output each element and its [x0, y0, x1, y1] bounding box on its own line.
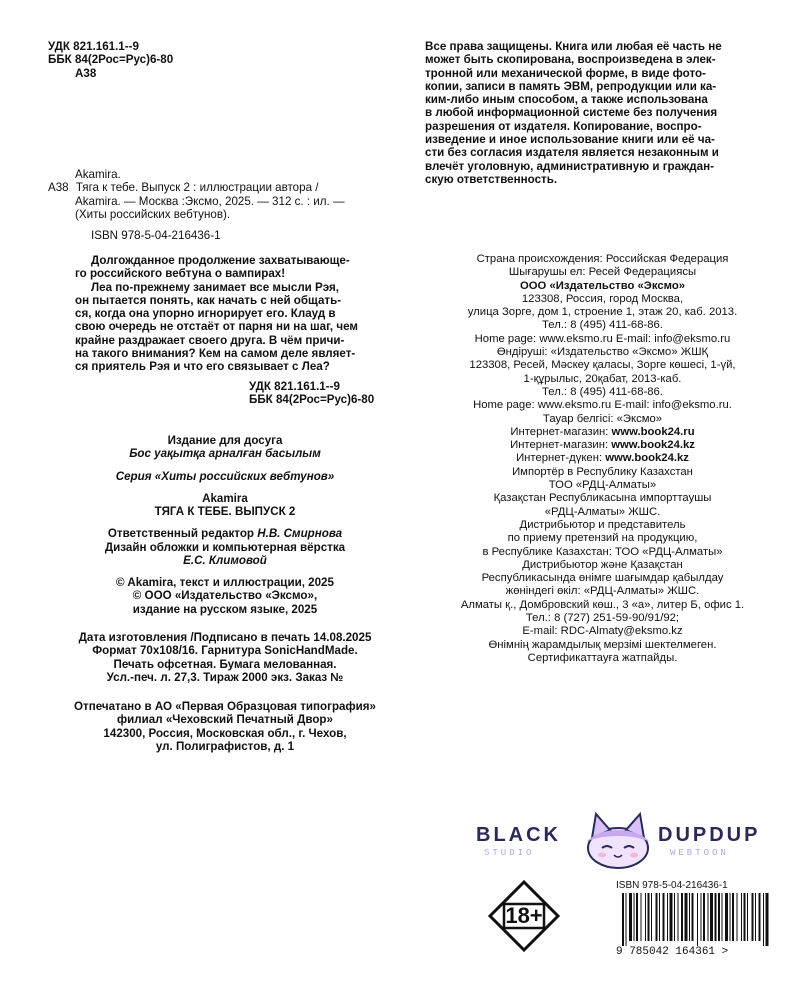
age-rating-badge [488, 880, 560, 952]
barcode-bar [732, 893, 734, 941]
rights-line-1: Все права защищены. Книга или любая её часть не [425, 40, 722, 53]
logo-word-right: DUPDUP [658, 824, 761, 846]
shop-line-1 [425, 426, 780, 439]
design-label: Дизайн обложки и компьютерная вёрстка [104, 540, 346, 554]
imprint-line-10: 1-құрылыс, 20қабат, 2013-каб. [523, 372, 682, 385]
imprint [425, 253, 780, 665]
print-info [48, 631, 402, 684]
annotation-line-9: ся приятель Рэя и что его связывает с Леа? [75, 360, 330, 374]
copyright-line-2: © ООО «Издательство «Эксмо», [132, 589, 318, 603]
edition-label-kz: Бос уақытқа арналған басылым [129, 447, 321, 461]
logo-sub-left: STUDIO [484, 848, 535, 858]
barcode-bar [737, 893, 738, 941]
imprint-line-7: Home page: www.eksmo.ru E-mail: info@eksmo.ru [474, 332, 731, 345]
shop-label-3: Интернет-дүкен: [516, 452, 606, 465]
annotation-line-3: Леа по-прежнему занимает все мысли Рэя, [91, 280, 340, 294]
imprint-line-11: Тел.: 8 (495) 411-68-86. [542, 385, 663, 398]
barcode-bar [697, 893, 698, 946]
barcode-bar [710, 893, 713, 941]
annotation-line-8: на такого внимания? Кем на самом деле являет- [75, 347, 356, 361]
imprint-line-5: улица Зорге, дом 1, строение 1, этаж 20, каб. 2013. [467, 306, 738, 319]
black-dupdup-logo [474, 808, 774, 878]
header-classification [48, 40, 402, 80]
index-bbk: ББК 84(2Рос=Рус)6-80 [249, 393, 375, 407]
shop-url-3[interactable]: www.book24.kz [605, 452, 689, 465]
barcode-bar [667, 893, 668, 941]
series-label: Серия «Хиты российских вебтунов» [115, 469, 335, 483]
shop-url-1[interactable]: www.book24.ru [611, 425, 695, 438]
imprint-line-2: Шығарушы ел: Ресей Федерациясы [508, 266, 697, 279]
imprint-line-27: Алматы қ., Домбровский көш., 3 «а», литер Б, офис 1. [460, 598, 745, 611]
barcode-bar [703, 893, 705, 941]
barcode-bar [701, 893, 702, 941]
rights-line-6: в любой информационной системе без получения [425, 106, 718, 120]
age-rating-label: 18+ [505, 903, 543, 928]
rights-line-10: влечёт уголовную, административную и граждан- [425, 159, 714, 173]
author-heading: Akamira. [75, 168, 121, 181]
barcode-bar [636, 893, 638, 941]
ref-code: А38 [48, 181, 69, 195]
print-line-3: Печать офсетная. Бумага мелованная. [113, 657, 337, 671]
imprint-line-3: ООО «Издательство «Эксмо» [519, 279, 686, 292]
rights-line-2: может быть скопирована, воспроизведена в элек- [425, 53, 716, 67]
shop-url-2[interactable]: www.book24.kz [611, 439, 695, 452]
rights-line-7: разрешения от издателя. Копирование, воспро- [425, 119, 702, 133]
copyright-block [48, 576, 402, 616]
bib-line-3: (Хиты российских вебтунов). [75, 207, 231, 221]
barcode-bar [755, 893, 756, 941]
barcode-bar [725, 893, 728, 941]
shop-line-2 [425, 439, 780, 452]
isbn-barcode [616, 880, 776, 962]
barcode-bar [626, 893, 627, 946]
rights-line-3: тронной или механической форме, в виде фото- [425, 66, 706, 80]
editor-label: Ответственный редактор [107, 527, 258, 541]
printer-info [48, 700, 402, 753]
barcode-bar [670, 893, 673, 941]
imprint-line-20: «РДЦ-Алматы» ЖШС. [544, 505, 661, 518]
barcode-bar [622, 893, 624, 946]
imprint-line-29: E-mail: RDC-Almaty@eksmo.kz [522, 625, 683, 638]
barcode-bar [674, 893, 675, 941]
shop-label-2: Интернет-магазин: [510, 439, 612, 452]
print-line-2: Формат 70x108/16. Гарнитура SonicHandMade. [92, 644, 358, 658]
imprint-line-30: Өнімнің жарамдылық мерзімі шектелмеген. [488, 638, 717, 651]
barcode-bar [752, 893, 754, 941]
barcode-bar [692, 893, 694, 941]
barcode-isbn: ISBN 978-5-04-216436-1 [616, 880, 728, 891]
imprint-line-17: Импортёр в Республику Казахстан [512, 465, 693, 478]
imprint-line-31: Сертификаттауға жатпайды. [527, 651, 678, 664]
imprint-line-12: Home page: www.eksmo.ru E-mail: info@eksmo.ru. [473, 399, 732, 412]
imprint-line-24: Дистрибьютор және Қазақстан [522, 558, 683, 571]
rights-notice [425, 40, 780, 186]
barcode-bar [718, 893, 720, 941]
annotation-line-7: крайне раздражает своего друга. В чём причи- [75, 333, 345, 347]
barcode-bar [651, 893, 652, 941]
udk-code: УДК 821.161.1--9 [48, 40, 139, 53]
bibliographic-record [48, 168, 402, 242]
bib-text-1: Тяга к тебе. Выпуск 2 : иллюстрации автора / [75, 181, 319, 195]
editor-line [48, 527, 402, 540]
barcode-bar [648, 893, 650, 941]
barcode-bars-icon [620, 893, 772, 946]
logo-word-left: BLACK [476, 824, 561, 846]
barcode-bar [744, 893, 746, 941]
printer-line-4: ул. Полиграфистов, д. 1 [155, 739, 295, 753]
isbn-line: ISBN 978-5-04-216436-1 [91, 229, 221, 243]
annotation-line-1: Долгожданное продолжение захватывающе- [91, 254, 350, 267]
barcode-bar [645, 893, 646, 941]
bbk-code: ББК 84(2Рос=Рус)6-80 [48, 53, 174, 67]
annotation [48, 254, 402, 374]
annotation-line-6: свою очередь не отстаёт от парня ни на шаг, чем [75, 320, 358, 334]
barcode-bar [759, 893, 761, 941]
rights-line-11: скую ответственность. [425, 172, 558, 186]
barcode-bar [681, 893, 683, 941]
barcode-bar [659, 893, 660, 941]
barcode-bar [641, 893, 642, 941]
barcode-bar [763, 893, 764, 946]
barcode-bar [663, 893, 665, 941]
printer-line-2: филиал «Чеховский Печатный Двор» [117, 713, 333, 727]
annotation-line-5: ся, когда она упорно игнорирует его. Клауд в [75, 307, 336, 321]
barcode-bar [708, 893, 709, 941]
barcode-bar [730, 893, 731, 941]
barcode-bar [629, 893, 632, 941]
design-name: Е.С. Климовой [183, 554, 267, 568]
shop-line-3 [425, 452, 780, 465]
rights-line-4: копии, записи в память ЭВМ, репродукции или ка- [425, 79, 717, 93]
imprint-line-9: 123308, Ресей, Мәскеу қаласы, Зорге көшесі, 1-үй, [469, 359, 736, 372]
printer-line-3: 142300, Россия, Московская обл., г. Чехов, [103, 726, 347, 740]
barcode-bar [715, 893, 717, 941]
barcode-bar [741, 893, 742, 941]
barcode-bar [656, 893, 658, 941]
barcode-bar [766, 893, 769, 946]
imprint-line-18: ТОО «РДЦ-Алматы» [548, 479, 657, 492]
shop-label-1: Интернет-магазин: [510, 425, 612, 438]
bib-line-1 [48, 181, 402, 194]
book-author: Akamira [202, 491, 248, 505]
cat-mascot-icon [578, 808, 658, 874]
rights-line-5: ким-либо иным способом, а также использована [425, 93, 708, 107]
copyright-line-1: © Akamira, текст и иллюстрации, 2025 [116, 576, 334, 589]
copyright-line-3: издание на русском языке, 2025 [132, 602, 318, 616]
imprint-line-19: Қазақстан Республикасына импорттаушы [493, 492, 712, 505]
imprint-line-1: Страна происхождения: Российская Федерация [476, 253, 729, 265]
print-line-4: Усл.-печ. л. 27,3. Тираж 2000 экз. Заказ № [106, 670, 344, 684]
imprint-line-22: по приему претензий на продукцию, [507, 532, 698, 545]
imprint-line-26: жөніндегі өкіл: «РДЦ-Алматы» ЖШС. [505, 585, 700, 598]
imprint-line-23: в Республике Казахстан: ТОО «РДЦ-Алматы» [482, 545, 723, 558]
book-title: ТЯГА К ТЕБЕ. ВЫПУСК 2 [154, 505, 296, 519]
logo-sub-right: WEBTOON [670, 848, 729, 858]
imprint-line-25: Республикасында өнімге шағымдар қабылдау [481, 572, 724, 585]
barcode-bar [634, 893, 635, 941]
edition-info [48, 434, 402, 567]
barcode-bar [689, 893, 690, 941]
index-udk: УДК 821.161.1--9 [249, 380, 340, 393]
annotation-line-2: го российского вебтуна о вампирах! [75, 267, 286, 281]
barcode-bar [747, 893, 748, 941]
bib-line-2: Akamira. — Москва :Эксмо, 2025. — 312 с. : ил. — [75, 194, 345, 208]
imprint-line-8: Өндіруші: «Издательство «Эксмо» ЖШҚ [496, 346, 709, 359]
editor-name: Н.В. Смирнова [257, 527, 343, 541]
rights-line-8: изведение и иное использование книги или её ча- [425, 133, 715, 147]
imprint-line-21: Дистрибьютор и представитель [519, 518, 686, 531]
printer-line-1: Отпечатано в АО «Первая Образцовая типография» [74, 700, 376, 713]
index-codes [48, 380, 402, 407]
author-mark: А38 [75, 66, 97, 80]
barcode-bar [685, 893, 688, 941]
barcode-bar [678, 893, 679, 941]
print-line-1: Дата изготовления /Подписано в печать 14.08.2025 [78, 631, 372, 644]
barcode-bar [722, 893, 723, 941]
imprint-line-6: Тел.: 8 (495) 411-68-86. [542, 319, 663, 332]
imprint-line-4: 123308, Россия, город Москва, [521, 292, 684, 305]
barcode-digits: 9 785042 164361 > [616, 946, 729, 958]
imprint-line-13: Тауар белгісі: «Эксмо» [542, 412, 663, 425]
edition-label: Издание для досуга [167, 434, 283, 447]
annotation-line-4: он пытается понять, как начать с ней общать- [75, 293, 342, 307]
rights-line-9: сти без согласия издателя является незаконным и [425, 146, 719, 160]
imprint-line-28: Тел.: 8 (727) 251-59-90/91/92; [525, 612, 680, 625]
